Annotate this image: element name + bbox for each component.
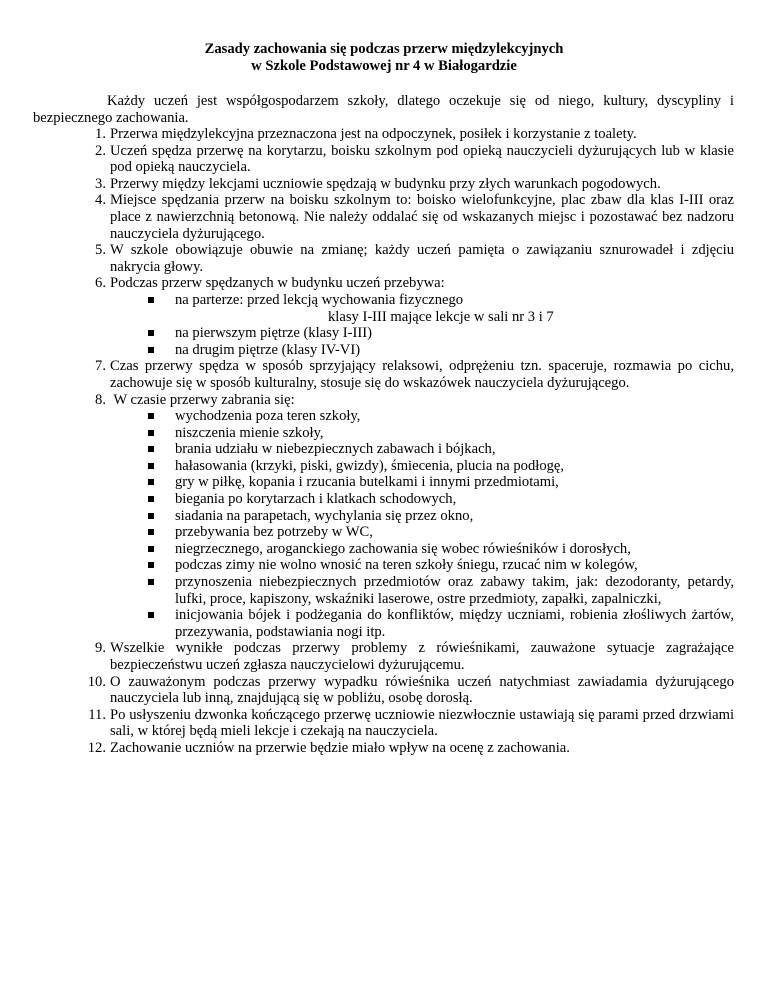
rule-text: Podczas przerw spędzanych w budynku uczeń przebywa: <box>110 275 445 292</box>
square-bullet-icon <box>148 529 154 535</box>
bullet-item <box>104 574 734 607</box>
rule-text: Po usłyszeniu dzwonka kończącego przerwę uczniowie niezwłocznie ustawiają się parami przed drzwiami sali, w której będą mieli lekcje i czekają na nauczyciela. <box>110 706 734 740</box>
rule-number: 3. <box>95 175 106 192</box>
rule-8-bullets <box>110 408 734 640</box>
rule-item-4 <box>0 192 734 242</box>
bullet-item <box>104 408 734 425</box>
rule-item-9 <box>0 640 734 673</box>
rule-6-bullets <box>110 292 734 358</box>
rule-item-8 <box>0 392 734 641</box>
rule-item-11 <box>0 707 734 740</box>
rule-item-6 <box>0 275 734 358</box>
square-bullet-icon <box>148 496 154 502</box>
rule-text: O zauważonym podczas przerwy wypadku rówieśnika uczeń natychmiast zawiadamia dyżurującego nauczyciela lub inną, znajdującą się w pobliżu, osobę dorosłą. <box>110 673 734 707</box>
rule-number: 11. <box>88 706 106 723</box>
square-bullet-icon <box>148 430 154 436</box>
rule-text: Miejsce spędzania przerw na boisku szkolnym to: boisko wielofunkcyjne, plac zbaw dla klas I-III oraz place z nawierzchnią betonową. Nie należy oddalać się od wskazanych miejsc i pozostawać bez nadzoru nauczyciela dyżurującego. <box>110 192 734 242</box>
square-bullet-icon <box>148 562 154 568</box>
bullet-text: niegrzecznego, aroganckiego zachowania się wobec rówieśników i dorosłych, <box>175 540 631 557</box>
bullet-text: wychodzenia poza teren szkoły, <box>175 408 361 425</box>
rule-text: Zachowanie uczniów na przerwie będzie miało wpływ na ocenę z zachowania. <box>110 739 570 756</box>
bullet-text: przebywania bez potrzeby w WC, <box>175 524 373 541</box>
square-bullet-icon <box>148 612 154 618</box>
square-bullet-icon <box>148 413 154 419</box>
rule-text: Przerwy między lekcjami uczniowie spędzają w budynku przy złych warunkach pogodowych. <box>110 175 661 192</box>
bullet-text: hałasowania (krzyki, piski, gwizdy), śmiecenia, plucia na podłogę, <box>175 457 565 474</box>
rule-number: 9. <box>95 640 106 657</box>
bullet-item <box>104 607 734 640</box>
rule-number: 10. <box>87 673 106 690</box>
rule-text: Przerwa międzylekcyjna przeznaczona jest na odpoczynek, posiłek i korzystanie z toalety. <box>110 126 637 142</box>
bullet-item <box>104 458 734 475</box>
intro-paragraph: Każdy uczeń jest współgospodarzem szkoły, dlatego oczekuje się od niego, kultury, dyscypliny i bezpiecznego zachowania. <box>33 93 734 126</box>
rule-item-10 <box>0 674 734 707</box>
rule-item-3 <box>0 176 734 193</box>
square-bullet-icon <box>148 463 154 469</box>
rule-item-5 <box>0 242 734 275</box>
bullet-text: podczas zimy nie wolno wnosić na teren szkoły śniegu, rzucać nim w kolegów, <box>175 557 638 574</box>
bullet-item <box>104 325 734 342</box>
rule-text: Uczeń spędza przerwę na korytarzu, boisku szkolnym pod opieką nauczycieli dyżurujących lub w klasie pod opieką nauczyciela. <box>110 142 734 176</box>
bullet-text: przynoszenia niebezpiecznych przedmiotów oraz zabawy takim, jak: dezodoranty, petardy, lufki, proce, kapiszony, wskaźniki laserowe, ostre przedmioty, zapałki, zapalniczki, <box>175 574 734 607</box>
bullet-item <box>104 474 734 491</box>
square-bullet-icon <box>148 546 154 552</box>
bullet-text: siadania na parapetach, wychylania się przez okno, <box>175 507 474 524</box>
rule-number: 4. <box>95 192 106 209</box>
square-bullet-icon <box>148 330 154 336</box>
bullet-item <box>104 541 734 558</box>
rule-number: 6. <box>95 275 106 292</box>
rule-item-1 <box>0 126 734 143</box>
bullet-text: niszczenia mienie szkoły, <box>175 424 324 441</box>
bullet-text: brania udziału w niebezpiecznych zabawach i bójkach, <box>175 441 496 458</box>
rule-number: 5. <box>95 242 106 259</box>
bullet-item <box>104 342 734 359</box>
bullet-item <box>104 425 734 442</box>
rule-number: 8. <box>95 391 106 408</box>
bullet-item <box>104 441 734 458</box>
rule-text: W czasie przerwy zabrania się: <box>110 391 295 408</box>
rule-number: 2. <box>95 142 106 159</box>
bullet-item <box>104 491 734 508</box>
square-bullet-icon <box>148 513 154 519</box>
bullet-text: na pierwszym piętrze (klasy I-III) <box>175 325 372 342</box>
rule-item-7 <box>0 358 734 391</box>
bullet-text: inicjowania bójek i podżegania do konfliktów, między uczniami, robienia złośliwych żartów, przezywania, podstawiania nogi itp. <box>175 607 734 640</box>
rule-item-12 <box>0 740 734 757</box>
bullet-subtext: klasy I-III mające lekcje w sali nr 3 i 7 <box>328 308 554 325</box>
rule-number: 12. <box>87 739 106 756</box>
bullet-item <box>104 292 734 325</box>
rule-text: Wszelkie wynikłe podczas przerwy problemy z rówieśnikami, zauważone sytuacje zagrażające bezpieczeństwu uczeń zgłasza nauczycielowi dyżurującemu. <box>110 640 734 673</box>
rule-number: 7. <box>95 358 106 375</box>
title-line-2: w Szkole Podstawowej nr 4 w Białogardzie <box>251 57 517 74</box>
rule-number: 1. <box>95 126 106 142</box>
square-bullet-icon <box>148 446 154 452</box>
square-bullet-icon <box>148 347 154 353</box>
title-line-1: Zasady zachowania się podczas przerw międzylekcyjnych <box>204 41 564 57</box>
square-bullet-icon <box>148 579 154 585</box>
bullet-item <box>104 557 734 574</box>
square-bullet-icon <box>148 297 154 303</box>
document-title <box>0 41 768 74</box>
bullet-text: na drugim piętrze (klasy IV-VI) <box>175 341 361 358</box>
bullet-item <box>104 524 734 541</box>
bullet-text: gry w piłkę, kopania i rzucania butelkami i innymi przedmiotami, <box>175 474 559 491</box>
rule-text: Czas przerwy spędza w sposób sprzyjający relaksowi, odprężeniu tzn. spaceruje, rozmawia po cichu, zachowuje się w sposób kulturalny, stosuje się do wskazówek nauczyciela dyżurującego. <box>110 358 734 391</box>
bullet-item <box>104 508 734 525</box>
rule-text: W szkole obowiązuje obuwie na zmianę; każdy uczeń pamięta o zawiązaniu sznurowadeł i zdjęciu nakrycia głowy. <box>110 242 734 275</box>
bullet-text: na parterze: przed lekcją wychowania fizycznego <box>175 291 464 308</box>
rules-list <box>0 126 768 757</box>
bullet-text: biegania po korytarzach i klatkach schodowych, <box>175 491 457 508</box>
rule-item-2 <box>0 143 734 176</box>
square-bullet-icon <box>148 479 154 485</box>
